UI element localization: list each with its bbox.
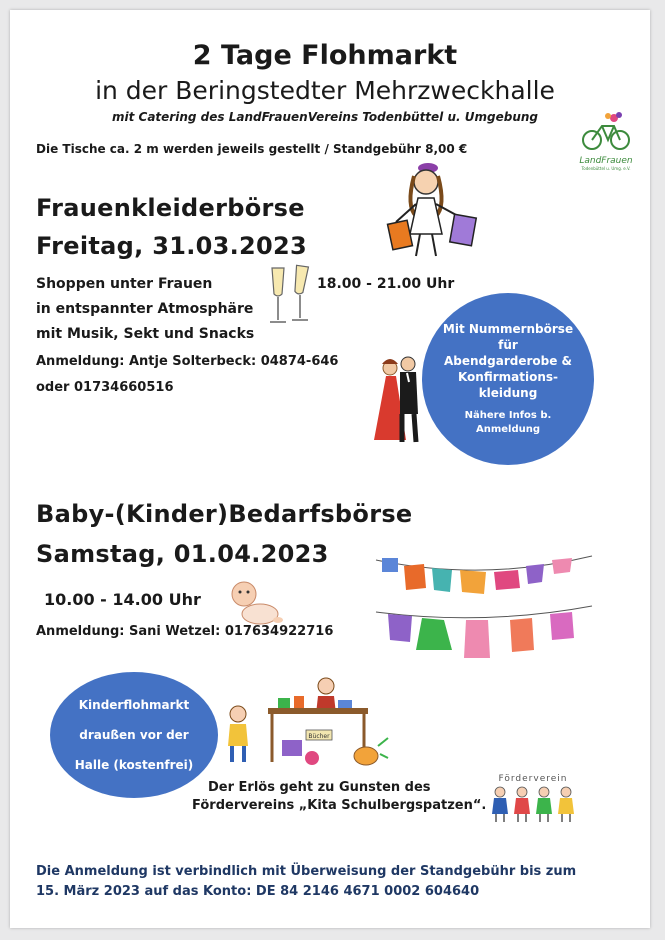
- shopping-woman-icon: [386, 156, 486, 260]
- catering-note: mit Catering des LandFrauenVereins Todenbüttel u. Umgebung: [112, 110, 538, 124]
- circle-note: Anmeldung: [475, 424, 541, 435]
- event1-title: Frauenkleiderbörse: [36, 194, 305, 222]
- event2-contact: Anmeldung: Sani Wetzel: 017634922716: [36, 624, 334, 639]
- event1-line2: in entspannter Atmosphäre: [36, 301, 254, 317]
- numberboerse-circle: [422, 293, 594, 465]
- kinderflohmarkt-circle: [50, 672, 218, 798]
- circle-line: Halle (kostenfrei): [74, 758, 194, 772]
- circle-line: Kinderflohmarkt: [78, 698, 190, 712]
- page-title: 2 Tage Flohmarkt: [192, 40, 458, 71]
- proceeds-line2: Fördervereins „Kita Schulbergspatzen“.: [192, 798, 487, 813]
- event1-contact: Anmeldung: Antje Solterbeck: 04874-646: [36, 354, 339, 369]
- circle-line: Abendgarderobe &: [443, 354, 572, 368]
- event1-contact2: oder 01734660516: [36, 380, 174, 395]
- foerderverein-label: Förderverein: [498, 774, 568, 784]
- circle-line: Konfirmations-: [457, 370, 559, 384]
- event2-date: Samstag, 01.04.2023: [36, 540, 329, 568]
- event1-line3: mit Musik, Sekt und Snacks: [36, 326, 255, 342]
- baby-icon: [222, 578, 284, 628]
- flyer-page: [10, 10, 650, 928]
- event2-time: 10.00 - 14.00 Uhr: [44, 590, 201, 609]
- stall-sign-text: Bücher: [308, 733, 330, 740]
- circle-line: kleidung: [478, 386, 538, 400]
- kids-row-icon: [488, 784, 578, 824]
- footer-line1: Die Anmeldung ist verbindlich mit Überweisung der Standgebühr bis zum: [36, 864, 577, 879]
- footer-line2: 15. März 2023 auf das Konto: DE 84 2146 4671 0002 604640: [36, 884, 480, 899]
- foerderverein-logo: [488, 774, 578, 828]
- event1-date: Freitag, 31.03.2023: [36, 232, 308, 260]
- logo-subtext: Todenbüttel u. Umg. e.V.: [581, 166, 631, 171]
- dancing-couple-icon: [370, 354, 430, 444]
- flea-market-stall-icon: [220, 674, 390, 770]
- clothesline-icon: [374, 546, 594, 666]
- page-subtitle: in der Beringstedter Mehrzweckhalle: [95, 76, 555, 105]
- event2-title: Baby-(Kinder)Bedarfsbörse: [36, 500, 413, 528]
- logo-text: LandFrauen: [579, 156, 633, 166]
- circle-line: Mit Nummernbörse: [442, 322, 574, 336]
- circle-line: für: [498, 338, 518, 352]
- landfrauen-logo: [578, 110, 634, 171]
- event1-time: 18.00 - 21.00 Uhr: [317, 276, 455, 292]
- bicycle-icon: [578, 110, 634, 154]
- tables-note: Die Tische ca. 2 m werden jeweils gestellt / Standgebühr 8,00 €: [36, 142, 468, 156]
- circle-note: Nähere Infos b.: [464, 410, 552, 421]
- event1-line1: Shoppen unter Frauen: [36, 276, 213, 292]
- circle-line: draußen vor der: [79, 728, 189, 742]
- proceeds-line1: Der Erlös geht zu Gunsten des: [208, 780, 431, 795]
- champagne-glasses-icon: [266, 264, 316, 334]
